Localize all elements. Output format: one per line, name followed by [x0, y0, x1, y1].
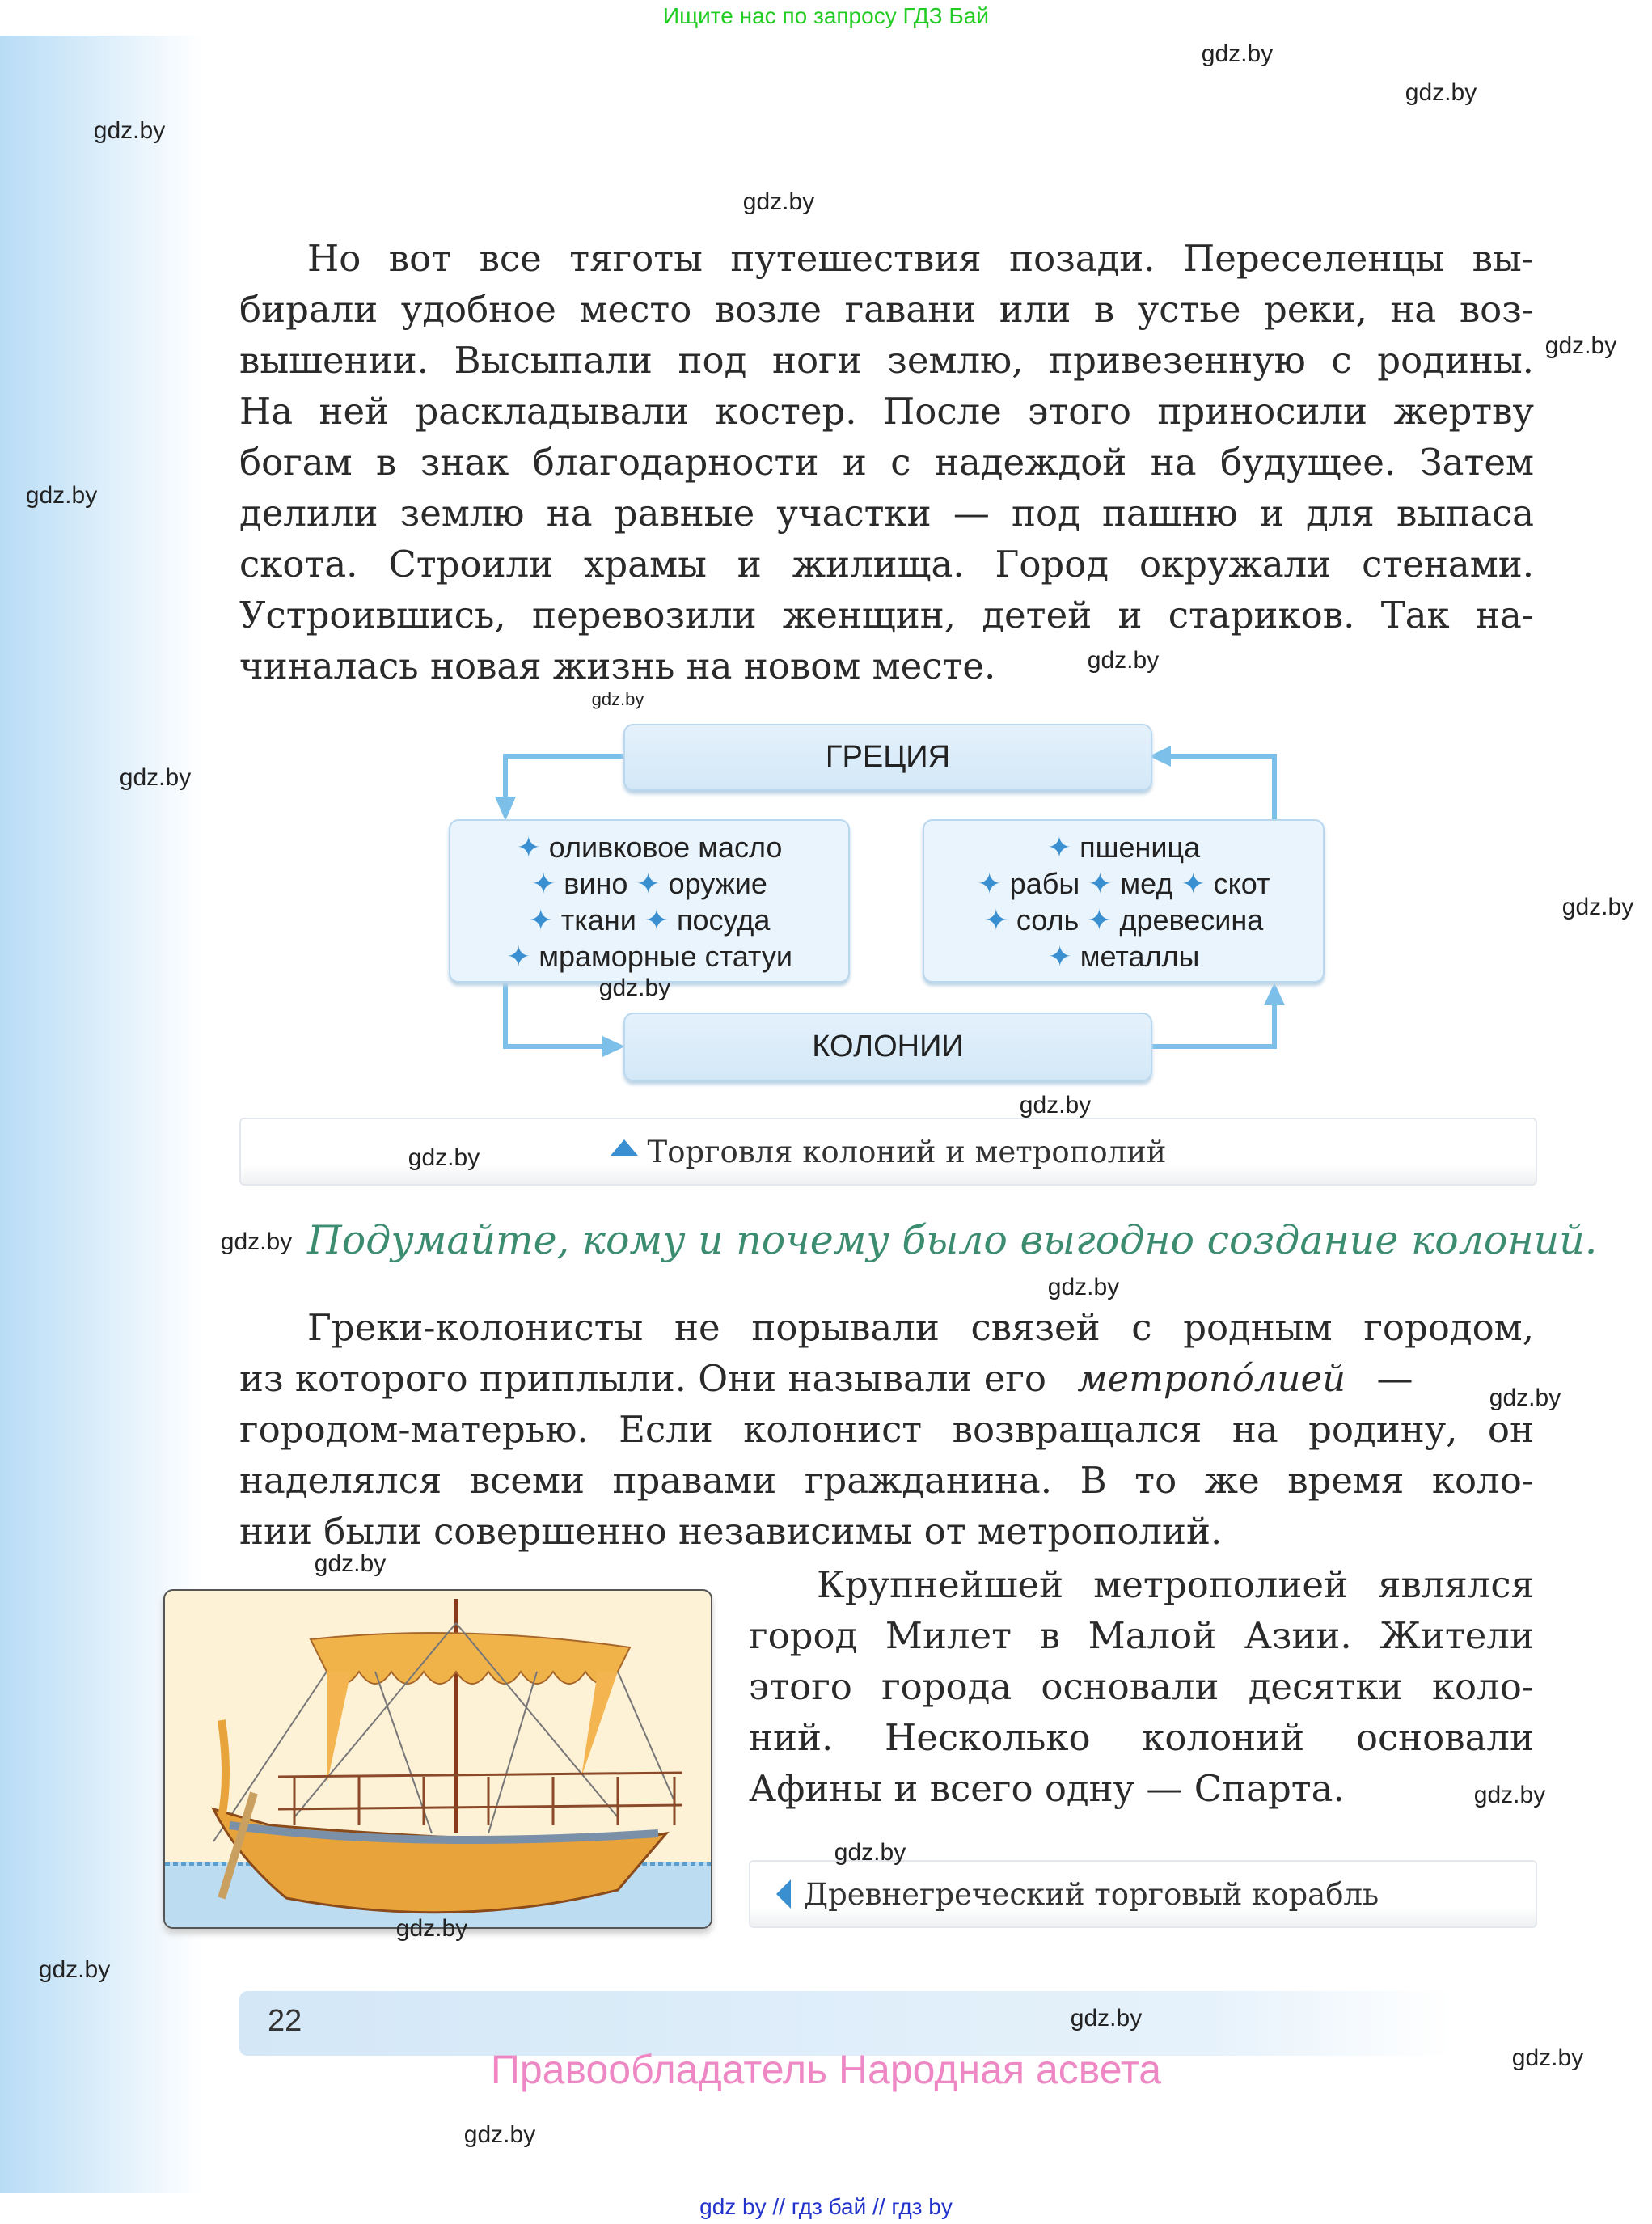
- list-line: ✦ мраморные статуи: [506, 940, 792, 973]
- ship-illustration: [163, 1589, 712, 1929]
- text-line: бирали удобное место возле гавани или в устье реки, на воз-: [239, 288, 1534, 331]
- text-line: богам в знак благодарности и с надеждой на будущее. Затем: [239, 441, 1534, 484]
- text-line: Афины и всего одну — Спарта.: [749, 1767, 1345, 1810]
- bullet-star-icon: ✦: [1087, 903, 1112, 937]
- page-number: 22: [268, 2004, 302, 2038]
- question-prompt: Подумайте, кому и почему было выгодно создание колоний.: [307, 1217, 1598, 1263]
- watermark: gdz.by: [93, 117, 166, 144]
- triangle-left-icon: [775, 1879, 792, 1909]
- greece-label: ГРЕЦИЯ: [825, 740, 951, 774]
- text-line: Но вот все тяготы путешествия позади. Переселенцы вы-: [307, 237, 1534, 280]
- watermark: gdz.by: [1561, 894, 1634, 920]
- ship-image: [165, 1591, 711, 1927]
- arrowhead-icon: [602, 1036, 625, 1057]
- list-line: ✦ вино ✦ оружие: [531, 867, 767, 900]
- exports-box: [449, 819, 850, 983]
- bullet-star-icon: ✦: [1088, 867, 1113, 900]
- text-line: этого города основали десятки коло-: [749, 1665, 1534, 1708]
- bullet-star-icon: ✦: [1046, 831, 1072, 864]
- list-line: ✦ соль ✦ древесина: [983, 903, 1264, 937]
- text-line: На ней раскладывали костер. После этого приносили жертву: [239, 390, 1534, 433]
- imports-box: [923, 819, 1325, 983]
- text-line: ний. Несколько колоний основали: [749, 1716, 1534, 1759]
- watermark: gdz.by: [1511, 2044, 1584, 2071]
- watermark: gdz.by: [1473, 1782, 1546, 1808]
- watermark: gdz.by: [598, 975, 671, 1001]
- watermark: gdz.by: [742, 188, 815, 215]
- watermark: gdz.by: [408, 1144, 480, 1171]
- greece-box: [623, 724, 1152, 791]
- watermark: gdz.by: [1047, 1274, 1120, 1300]
- bullet-star-icon: ✦: [1181, 867, 1206, 900]
- watermark: gdz.by: [119, 764, 192, 791]
- watermark: gdz.by: [1544, 332, 1617, 359]
- text-line: Крупнейшей метрополией являлся: [817, 1563, 1534, 1606]
- bullet-star-icon: ✦: [531, 867, 556, 900]
- copyright-notice: Правообладатель Народная асвета: [490, 2047, 1162, 2092]
- arrow-colonies-to-right: [1149, 993, 1274, 1046]
- watermark: gdz.by: [314, 1550, 387, 1577]
- text-line: Греки-колонисты не порывали связей с родным городом,: [307, 1306, 1534, 1349]
- term-metropolis: метропóлией: [1077, 1357, 1346, 1400]
- colonies-label: КОЛОНИИ: [812, 1030, 964, 1063]
- text-line: город Милет в Малой Азии. Жители: [749, 1614, 1534, 1657]
- watermark: gdz.by: [25, 482, 98, 509]
- watermark: gdz.by: [395, 1915, 468, 1942]
- list-line: ✦ оливковое масло: [516, 831, 783, 864]
- caption-text: Древнегреческий торговый корабль: [804, 1876, 1379, 1912]
- paragraph-3: [749, 1559, 1534, 1814]
- bullet-star-icon: ✦: [1047, 940, 1072, 973]
- list-line: ✦ металлы: [1047, 940, 1200, 973]
- colonies-box: [623, 1013, 1152, 1081]
- top-banner[interactable]: Ищите нас по запросу ГДЗ Бай: [662, 3, 990, 28]
- list-line: ✦ ткани ✦ посуда: [528, 903, 771, 937]
- watermark: gdz.by: [1405, 79, 1477, 106]
- text-line: чиналась новая жизнь на новом месте.: [239, 645, 996, 687]
- arrowhead-icon: [1149, 746, 1171, 767]
- watermark: gdz.by: [1087, 647, 1160, 674]
- watermark: gdz.by: [1201, 40, 1274, 67]
- list-line: ✦ рабы ✦ мед ✦ скот: [977, 867, 1270, 900]
- text-line: из которого приплыли. Они называли его метропóлией —: [239, 1357, 1413, 1400]
- arrowhead-icon: [495, 797, 516, 821]
- watermark: gdz.by: [463, 2121, 536, 2148]
- list-line: ✦ пшеница: [1046, 831, 1201, 864]
- arrow-left-to-colonies: [505, 983, 612, 1046]
- watermark: gdz.by: [38, 1956, 111, 1983]
- bullet-star-icon: ✦: [516, 831, 541, 864]
- triangle-up-icon: [611, 1138, 638, 1157]
- bullet-star-icon: ✦: [636, 867, 661, 900]
- text-line: наделялся всеми правами гражданина. В то же время коло-: [239, 1459, 1534, 1502]
- text-line: нии были совершенно независимы от метрополий.: [239, 1510, 1223, 1553]
- watermark: gdz.by: [834, 1839, 906, 1866]
- text-line: городом-матерью. Если колонист возвращался на родину, он: [239, 1408, 1534, 1451]
- text-line: вышении. Высыпали под ноги землю, привезенную с родины.: [239, 339, 1534, 382]
- watermark: gdz.by: [220, 1228, 293, 1255]
- text-line: делили землю на равные участки — под пашню и для выпаса: [239, 492, 1534, 535]
- watermark: gdz.by: [1019, 1092, 1092, 1118]
- text-line: скота. Строили храмы и жилища. Город окружали стенами.: [239, 543, 1534, 586]
- arrow-right-to-greece: [1160, 756, 1274, 819]
- arrow-greece-to-left: [505, 756, 623, 809]
- bullet-star-icon: ✦: [644, 903, 670, 937]
- paragraph-2: [239, 1302, 1534, 1557]
- ship-caption: [749, 1860, 1537, 1928]
- text-line: Устроившись, перевозили женщин, детей и стариков. Так на-: [239, 594, 1534, 636]
- watermark: gdz.by: [1489, 1385, 1561, 1411]
- bullet-star-icon: ✦: [528, 903, 553, 937]
- watermark: gdz.by: [591, 689, 644, 709]
- watermark: gdz.by: [1070, 2005, 1143, 2032]
- bullet-star-icon: ✦: [977, 867, 1002, 900]
- bottom-links[interactable]: gdz by // гдз бай // гдз by: [699, 2194, 953, 2219]
- arrowhead-icon: [1264, 983, 1285, 1005]
- caption-text: Торговля колоний и метрополий: [647, 1134, 1167, 1169]
- bullet-star-icon: ✦: [506, 940, 531, 973]
- bullet-star-icon: ✦: [983, 903, 1008, 937]
